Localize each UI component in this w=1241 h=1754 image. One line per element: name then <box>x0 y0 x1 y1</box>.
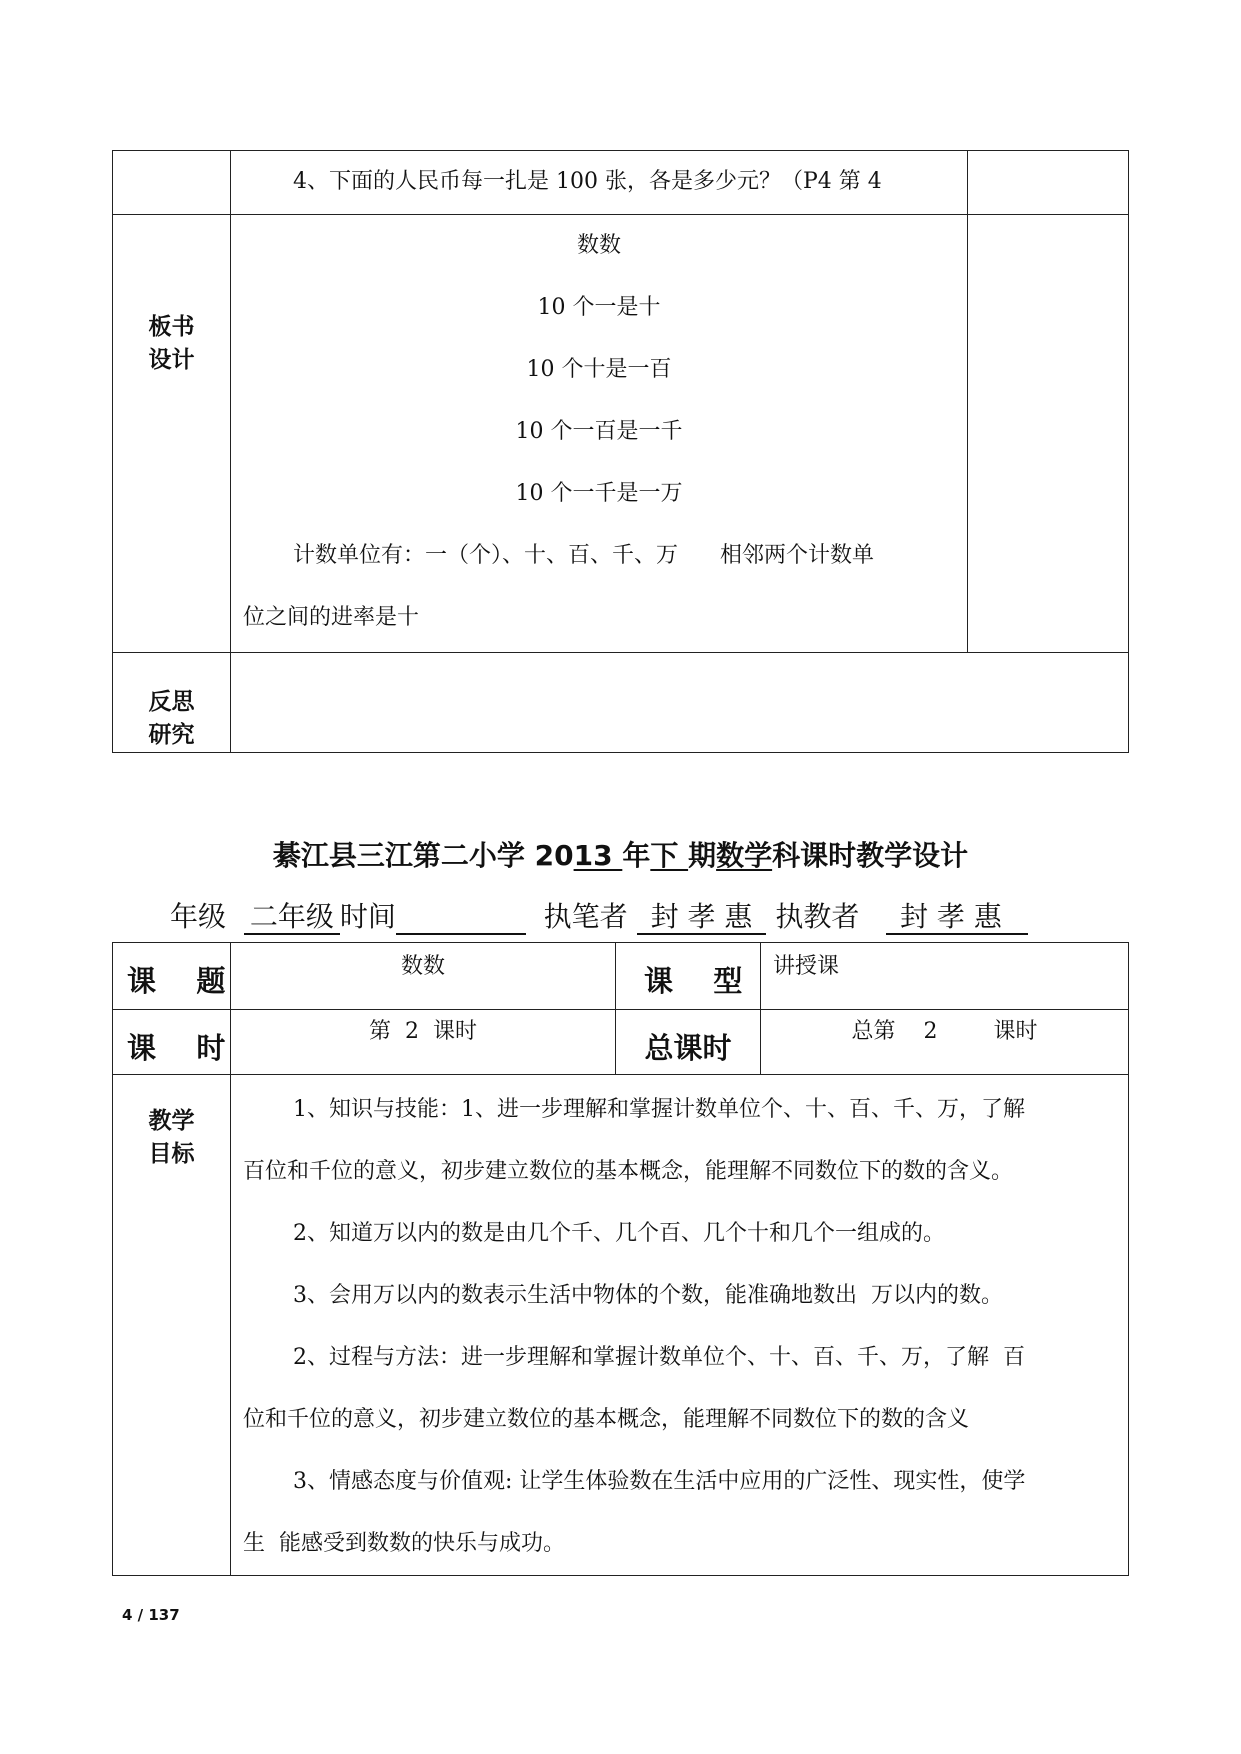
goals-label-line1: 教学 <box>148 1108 195 1134</box>
total-value-cell <box>761 1010 1129 1075</box>
board-paragraph-line1: 计数单位有：一（个）、十、百、千、万 相邻两个计数单 <box>293 543 874 568</box>
row1-note-cell <box>968 151 1129 215</box>
grade-label: 年级 <box>170 900 227 933</box>
period-value: 第 2 课时 <box>369 1019 477 1044</box>
goal-line: 1、知识与技能：1、进一步理解和掌握计数单位个、十、百、千、万，了解 <box>293 1097 1025 1122</box>
type-value: 讲授课 <box>773 954 840 979</box>
teacher-label: 执教者 <box>775 900 860 933</box>
board-label-line1: 板书 <box>148 314 195 340</box>
teacher-value: 封 孝 惠 <box>886 901 1028 935</box>
type-value-cell <box>761 943 1129 1010</box>
row1-content-cell <box>231 151 968 215</box>
reflect-label-line1: 反思 <box>148 689 195 715</box>
page-title <box>0 834 1241 874</box>
type-label-cell <box>616 943 761 1010</box>
board-paragraph-line2: 位之间的进率是十 <box>243 605 420 630</box>
time-label: 时间 <box>339 900 396 933</box>
title-part: 綦江县三江第二小学 20 <box>272 839 574 872</box>
author-label: 执笔者 <box>543 900 628 933</box>
goal-line: 3、会用万以内的数表示生活中物体的个数，能准确地数出 万以内的数。 <box>293 1283 1003 1308</box>
goals-label-cell <box>113 1075 231 1576</box>
reflect-label-cell <box>113 653 231 753</box>
time-blank <box>396 901 526 935</box>
board-line: 10 个十是一百 <box>526 357 672 382</box>
total-label: 总课时 <box>644 1031 732 1065</box>
topic-value: 数数 <box>400 954 445 979</box>
title-subject: 数学 <box>716 839 773 872</box>
reflect-content-cell <box>231 653 1129 753</box>
goal-line: 2、过程与方法：进一步理解和掌握计数单位个、十、百、千、万，了解 百 <box>293 1345 1025 1370</box>
goal-line: 3、情感态度与价值观: 让学生体验数在生活中应用的广泛性、现实性，使学 <box>293 1469 1026 1494</box>
meta-line <box>170 895 1028 935</box>
board-line: 10 个一百是一千 <box>515 419 683 444</box>
goals-content-cell <box>231 1075 1129 1576</box>
continuation-table <box>112 150 1129 753</box>
period-label: 课 时 <box>127 1031 226 1065</box>
title-term: 下 <box>650 839 689 872</box>
period-value-cell <box>231 1010 616 1075</box>
board-note-cell <box>968 215 1129 653</box>
board-label-cell <box>113 215 231 653</box>
goal-line: 2、知道万以内的数是由几个千、几个百、几个十和几个一组成的。 <box>293 1221 945 1246</box>
goals-label-line2: 目标 <box>148 1141 195 1167</box>
topic-label-cell <box>113 943 231 1010</box>
board-line: 10 个一千是一万 <box>515 481 683 506</box>
title-year: 13 <box>573 839 623 872</box>
goal-line: 百位和千位的意义，初步建立数位的基本概念，能理解不同数位下的数的含义。 <box>243 1159 1014 1184</box>
title-part: 年 <box>622 839 651 872</box>
row1-label-cell <box>113 151 231 215</box>
board-content-cell <box>231 215 968 653</box>
total-label-cell <box>616 1010 761 1075</box>
board-line: 数数 <box>576 233 621 258</box>
reflect-label-line2: 研究 <box>148 722 195 748</box>
lesson-table <box>112 942 1129 1576</box>
board-line: 10 个一是十 <box>537 295 661 320</box>
topic-label: 课 题 <box>127 964 226 998</box>
goal-line: 生 能感受到数数的快乐与成功。 <box>243 1531 565 1556</box>
author-value: 封 孝 惠 <box>637 901 767 935</box>
exercise-text: 4、下面的人民币每一扎是 100 张，各是多少元？（P4 第 4 <box>293 169 882 194</box>
board-label-line2: 设计 <box>148 347 195 373</box>
topic-value-cell <box>231 943 616 1010</box>
goal-line: 位和千位的意义，初步建立数位的基本概念，能理解不同数位下的数的含义 <box>243 1407 970 1432</box>
title-part: 期 <box>688 839 717 872</box>
period-label-cell <box>113 1010 231 1075</box>
type-label: 课 型 <box>644 964 743 998</box>
total-value: 总第 2 课时 <box>851 1019 1038 1044</box>
title-part: 科课时教学设计 <box>772 839 969 872</box>
grade-value: 二年级 <box>244 901 340 935</box>
page-number: 4 / 137 <box>122 1606 180 1624</box>
